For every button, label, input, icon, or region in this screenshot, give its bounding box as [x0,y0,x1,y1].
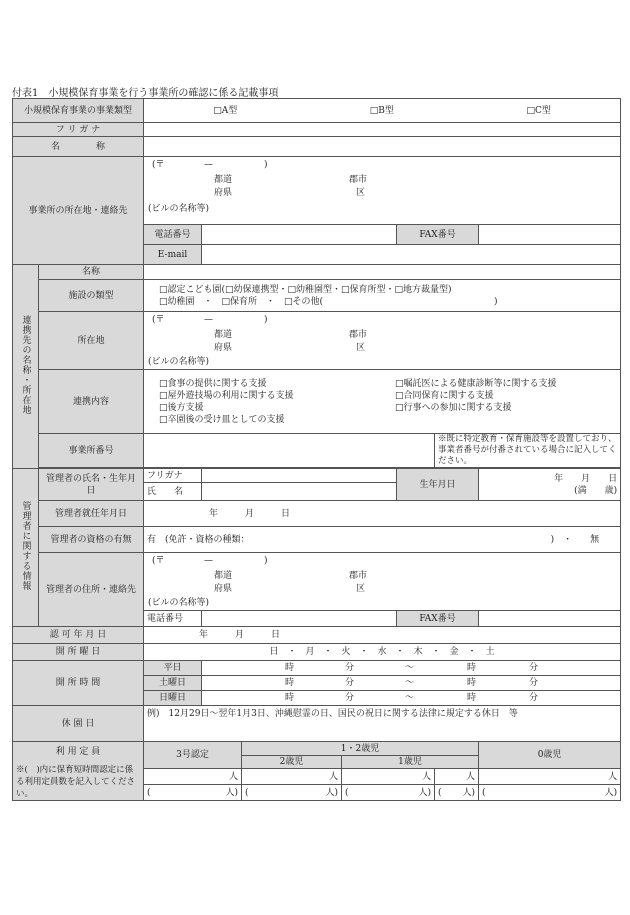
manager-fax-field[interactable] [479,611,621,627]
approval-field[interactable]: 年 月 日 [144,627,621,644]
content-backup[interactable]: □後方支援 [159,402,204,413]
cap-2-short[interactable]: ( 人) [342,785,435,801]
office-fax-label: FAX番号 [397,225,479,245]
office-phone-label: 電話番号 [144,225,202,245]
manager-address-label: 管理者の住所・連絡先 [39,553,144,627]
manager-birth-field[interactable]: 年 月 日 (満 歳) [479,469,621,501]
manager-qual-label: 管理者の資格の有無 [39,527,144,553]
facility-line-1[interactable]: □認定こども園(□幼保連携型・□幼稚園型・□保育所型・□地方裁量型) [159,284,452,295]
content-joint[interactable]: □合同保育に関する支援 [395,390,494,401]
office-email-field[interactable] [202,245,621,265]
furigana-field[interactable] [144,123,621,137]
cap-0-short[interactable]: ( 人) [479,785,621,801]
office-number-label: 事業所番号 [39,434,144,468]
office-phone-field[interactable] [202,225,397,245]
manager-appointed-field[interactable]: 年 月 日 [144,501,621,527]
office-address-label: 事業所の所在地・連絡先 [13,157,144,265]
facility-type-options[interactable] [144,280,621,312]
manager-qual-field[interactable]: 有 (免許・資格の種類： ) ・ 無 [144,527,621,553]
type-b-checkbox[interactable]: □B型 [369,105,394,116]
saturday-hours[interactable]: 時 分 ～ 時 分 [202,676,621,691]
cap-0-value[interactable]: 人 [479,769,621,785]
name-field[interactable] [144,137,621,157]
content-playground[interactable]: □屋外遊技場の利用に関する支援 [159,390,294,401]
sunday-label: 日曜日 [144,691,202,706]
cap-2-label: 2歳児 [242,756,342,769]
office-fax-field[interactable] [479,225,621,245]
cap-1-label: 1歳児 [342,756,479,769]
content-events[interactable]: □行事への参加に関する支援 [395,402,512,413]
cap-0-label: 0歳児 [479,742,621,769]
saturday-label: 土曜日 [144,676,202,691]
office-number-field[interactable] [144,434,435,468]
content-graduate[interactable]: □卒園後の受け皿としての支援 [159,414,285,425]
capacity-label: 利 用 定 員 [55,747,101,757]
manager-name-field[interactable] [202,483,397,501]
partner-location-label: 所在地 [39,312,144,370]
facility-type-label: 施設の類型 [39,280,144,312]
cap-1-value[interactable]: 人 [435,769,479,785]
holiday-field[interactable]: 例) 12月29日～翌年1月3日、沖縄慰霊の日、国民の祝日に関する法律に規定する休日 等 [144,706,621,742]
cap-3go-value[interactable]: 人 [144,769,242,785]
weekday-hours[interactable]: 時 分 ～ 時 分 [202,661,621,676]
manager-furigana-label: フリガナ [144,469,202,483]
weekday-label: 平日 [144,661,202,676]
approval-label: 認 可 年 月 日 [13,627,144,644]
manager-address-field[interactable]: (〒 — ) 都道 府県 郡市 区 (ビルの名称等) [144,553,621,611]
type-c-checkbox[interactable]: □C型 [526,105,551,116]
cap-12-short[interactable]: ( 人) [242,785,342,801]
partner-name-label: 名称 [39,265,144,280]
manager-furigana-field[interactable] [202,469,397,483]
cap-2-value[interactable]: 人 [342,769,435,785]
manager-birth-label: 生年月日 [397,469,479,501]
open-days-field[interactable]: 日 ・ 月 ・ 火 ・ 水 ・ 木 ・ 金 ・ 土 [144,644,621,661]
sunday-hours[interactable]: 時 分 ～ 時 分 [202,691,621,706]
capacity-note: ※( )内に保育短時間認定に係る利用定員数を記入してください。 [16,765,136,799]
content-doctor[interactable]: □嘱託医による健康診断等に関する支援 [395,378,557,389]
facility-line-2[interactable]: □幼稚園 ・ □保育所 ・ □その他( ) [159,296,498,307]
content-meal[interactable]: □食事の提供に関する支援 [159,378,267,389]
form-title: 付表1 小規模保育事業を行う事業所の確認に係る記載事項 [12,88,279,99]
open-days-label: 開 所 曜 日 [13,644,144,661]
registration-form [12,98,621,801]
manager-phone-field[interactable] [202,611,397,627]
cap-12-value[interactable]: 人 [242,769,342,785]
cap-12-label: 1・2歳児 [242,742,479,756]
partner-address-field[interactable]: (〒 — ) 都道 府県 郡市 区 (ビルの名称等) [144,312,621,370]
office-number-note: ※既に特定教育・保育施設等を設置しており、事業者番号が付番されている場合に記入してください。 [435,434,621,468]
partner-content-label: 連携内容 [39,370,144,434]
type-a-checkbox[interactable]: □A型 [213,105,238,116]
manager-phone-label: 電話番号 [144,611,202,627]
type-label: 小規模保育事業の事業類型 [13,99,144,123]
partner-section-label: 連携先の名称・所在地 [13,265,39,469]
manager-name-sublabel: 氏 名 [144,483,202,501]
partner-content-options[interactable] [144,370,621,434]
office-email-label: E-mail [144,245,202,265]
manager-section-label: 管理者に関する情報 [13,469,39,627]
capacity-label-cell [13,742,144,801]
name-label: 名 称 [13,137,144,157]
manager-appointed-label: 管理者就任年月日 [39,501,144,527]
open-hours-label: 開 所 時 間 [13,661,144,706]
furigana-label: フ リ ガ ナ [13,123,144,137]
cap-3go-label: 3号認定 [144,742,242,769]
holiday-label: 休 園 日 [13,706,144,742]
partner-name-field[interactable] [144,265,621,280]
cap-1-short[interactable]: ( 人) [435,785,479,801]
office-address-field[interactable]: (〒 — ) 都道 府県 郡市 区 (ビルの名称等) [144,157,621,225]
type-options[interactable] [144,99,621,123]
cap-3go-short[interactable]: ( 人) [144,785,242,801]
manager-fax-label: FAX番号 [397,611,479,627]
manager-name-label: 管理者の氏名・生年月日 [39,469,144,501]
